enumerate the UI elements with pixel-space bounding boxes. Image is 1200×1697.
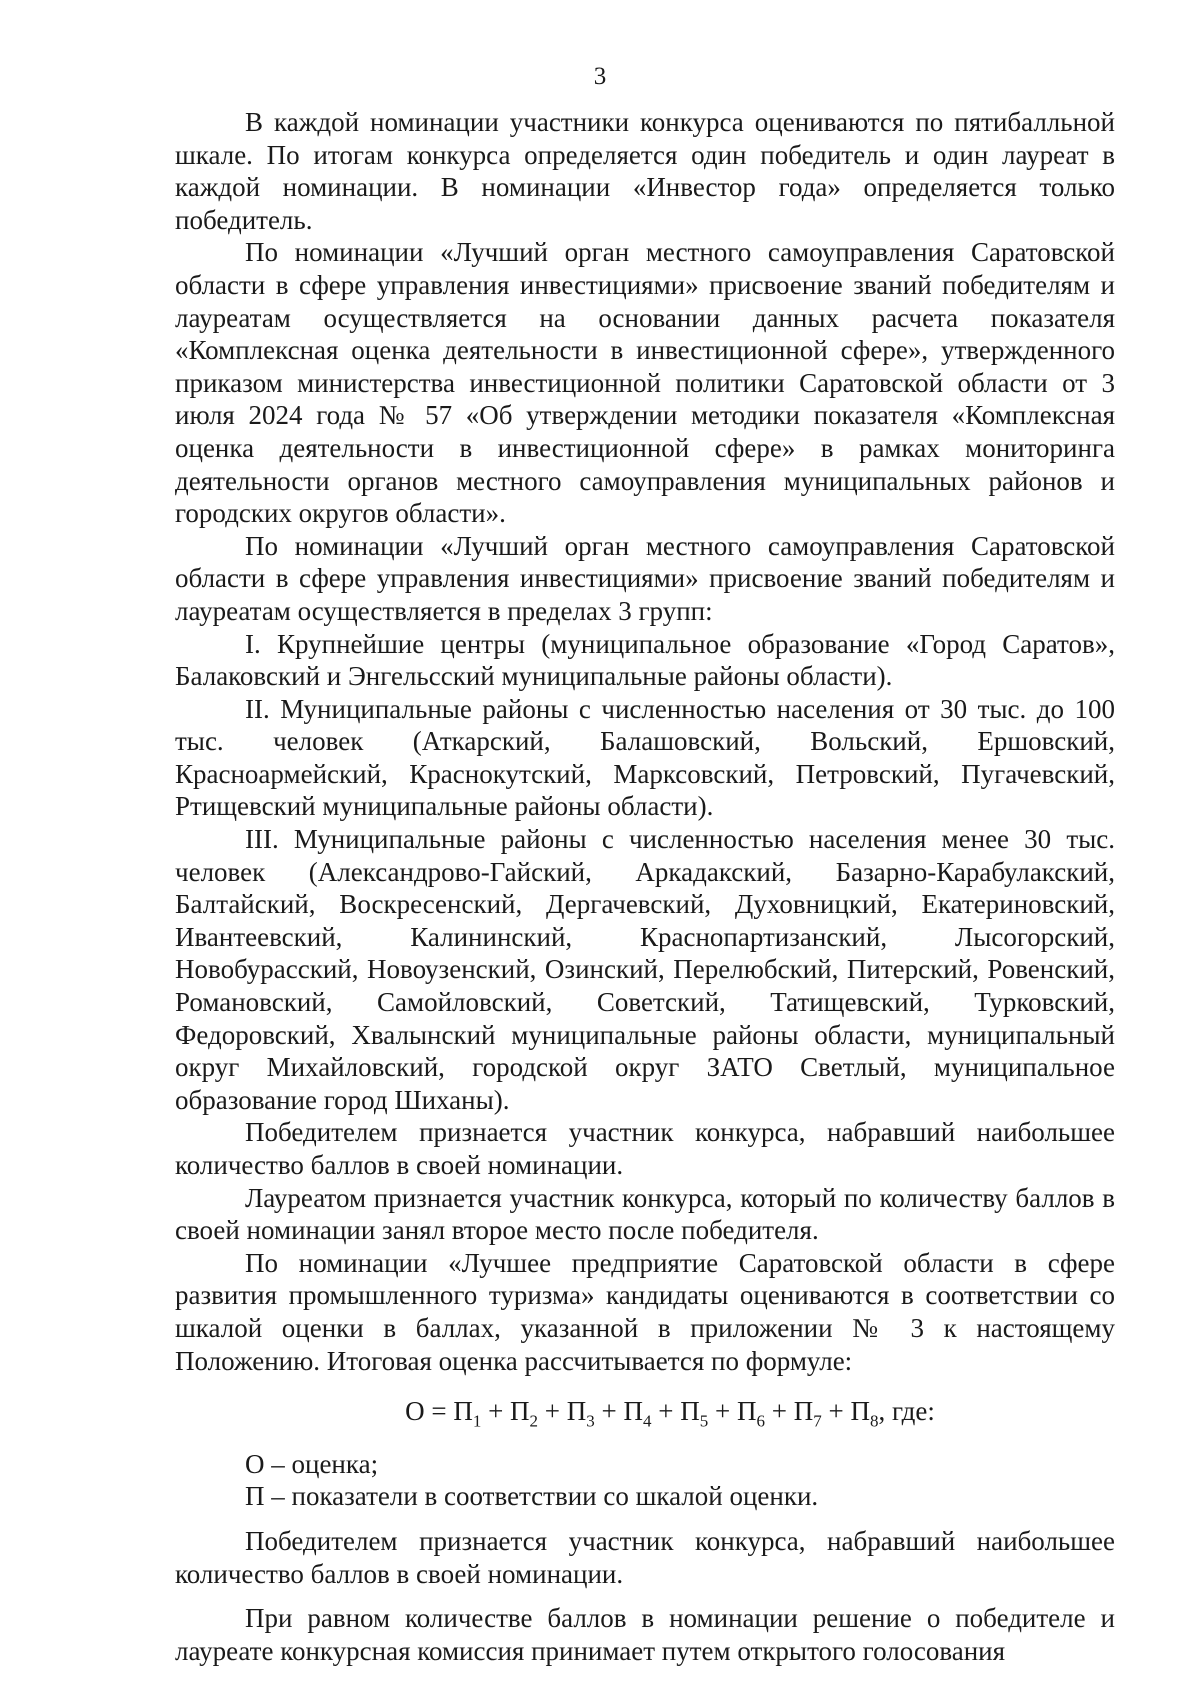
formula-term-base: П xyxy=(566,1396,587,1427)
formula-term-base: П xyxy=(793,1396,814,1427)
formula-term-base: П xyxy=(850,1396,870,1427)
formula-term-subscript: 5 xyxy=(699,1411,709,1431)
formula-term xyxy=(453,1396,482,1431)
document-body xyxy=(175,106,1115,1667)
formula-term xyxy=(510,1396,539,1431)
definition-score: О – оценка; xyxy=(245,1448,379,1479)
formula-operator: + xyxy=(821,1396,851,1427)
formula-operator: + xyxy=(708,1396,737,1427)
formula-term-subscript: 3 xyxy=(586,1411,595,1431)
formula-term-base: П xyxy=(736,1396,757,1427)
formula-term xyxy=(566,1396,595,1431)
formula-term-subscript: 4 xyxy=(643,1411,652,1431)
formula-term-base: П xyxy=(680,1396,700,1427)
formula-term xyxy=(736,1396,765,1431)
formula-term xyxy=(850,1396,879,1431)
paragraph-group-3: III. Муниципальные районы с численностью населения менее 30 тыс. человек (Александрово-Гайский, Аркадакский, Базарно-Карабулакский, Балтайский, Воскресенский, Дергачевский, Духовницкий, Екатериновский, Ивантеевский, Калининский, Краснопартизанский, Лысогорский, Новобурасский, Новоузенский, Озинский, Перелюбский, Питерский, Ровенский, Романовский, Самойловский, Советский, Татищевский, Турковский, Федоровский, Хвалынский муниципальные районы области, муниципальный округ Михайловский, городской округ ЗАТО Светлый, муниципальное образование город Шиханы). xyxy=(175,824,1115,1115)
formula-term-base: П xyxy=(623,1396,644,1427)
formula-term-base: П xyxy=(510,1396,530,1427)
formula-operator: + xyxy=(764,1396,794,1427)
paragraph-tourism-nomination: По номинации «Лучшее предприятие Саратовской области в сфере развития промышленного туризма» кандидаты оцениваются в соответствии со шкалой оценки в баллах, указанной в приложении № 3 к настоящему Положению. Итоговая оценка рассчитывается по формуле: xyxy=(175,1247,1115,1376)
formula-term xyxy=(623,1396,652,1431)
paragraph-scoring: В каждой номинации участники конкурса оцениваются по пятибалльной шкале. По итогам конкурса определяется один победитель и один лауреат в каждой номинации. В номинации «Инвестор года» определяется только победитель. xyxy=(175,107,1115,235)
paragraph-laureate-rule: Лауреатом признается участник конкурса, который по количеству баллов в своей номинации занял второе место после победителя. xyxy=(175,1182,1115,1246)
paragraph-group-2: II. Муниципальные районы с численностью населения от 30 тыс. до 100 тыс. человек (Аткарский, Балашовский, Вольский, Ершовский, Красноармейский, Краснокутский, Марксовский, Петровский, Пугачевский, Ртищевский муниципальные районы области). xyxy=(175,693,1115,822)
formula-operator: + xyxy=(538,1396,567,1427)
formula-terms xyxy=(453,1396,879,1431)
formula-operator: + xyxy=(594,1396,624,1427)
formula-term-subscript: 2 xyxy=(529,1411,539,1431)
paragraph-nomination-groups: По номинации «Лучший орган местного самоуправления Саратовской области в сфере управления инвестициями» присвоение званий победителям и лауреатам осуществляется в пределах 3 групп: xyxy=(175,530,1115,626)
formula-term-subscript: 1 xyxy=(472,1411,482,1431)
formula-lhs: О = xyxy=(405,1396,454,1427)
formula-term xyxy=(793,1396,822,1431)
formula-term xyxy=(680,1396,709,1431)
formula-term-subscript: 8 xyxy=(869,1411,879,1431)
formula-tail: , где: xyxy=(878,1396,935,1427)
paragraph-tie-rule: При равном количестве баллов в номинации решение о победителе и лауреате конкурсная комиссия принимает путем открытого голосования xyxy=(175,1603,1115,1666)
formula-operator: + xyxy=(481,1396,511,1427)
formula-term-base: П xyxy=(453,1396,473,1427)
paragraph-nomination-investment-basis: По номинации «Лучший орган местного самоуправления Саратовской области в сфере управления инвестициями» присвоение званий победителям и лауреатам осуществляется на основании данных расчета показателя «Комплексная оценка деятельности в инвестиционной сфере», утвержденного приказом министерства инвестиционной политики Саратовской области от 3 июля 2024 года № 57 «Об утверждении методики показателя «Комплексная оценка деятельности в инвестиционной сфере» в рамках мониторинга деятельности органов местного самоуправления муниципальных районов и городских округов области». xyxy=(175,237,1115,529)
paragraph-group-1: I. Крупнейшие центры (муниципальное образование «Город Саратов», Балаковский и Энгельсский муниципальные районы области). xyxy=(175,628,1115,692)
definition-indicators: П – показатели в соответствии со шкалой оценки. xyxy=(245,1481,819,1512)
paragraph-winner-rule: Победителем признается участник конкурса, набравший наибольшее количество баллов в своей номинации. xyxy=(175,1117,1115,1180)
paragraph-winner-rule-repeat: Победителем признается участник конкурса, набравший наибольшее количество баллов в своей номинации. xyxy=(175,1525,1115,1589)
formula-operator: + xyxy=(651,1396,681,1427)
formula-term-subscript: 6 xyxy=(756,1411,765,1431)
formula-term-subscript: 7 xyxy=(813,1411,822,1431)
score-formula xyxy=(175,1395,1115,1431)
page-number: 3 xyxy=(593,63,607,90)
